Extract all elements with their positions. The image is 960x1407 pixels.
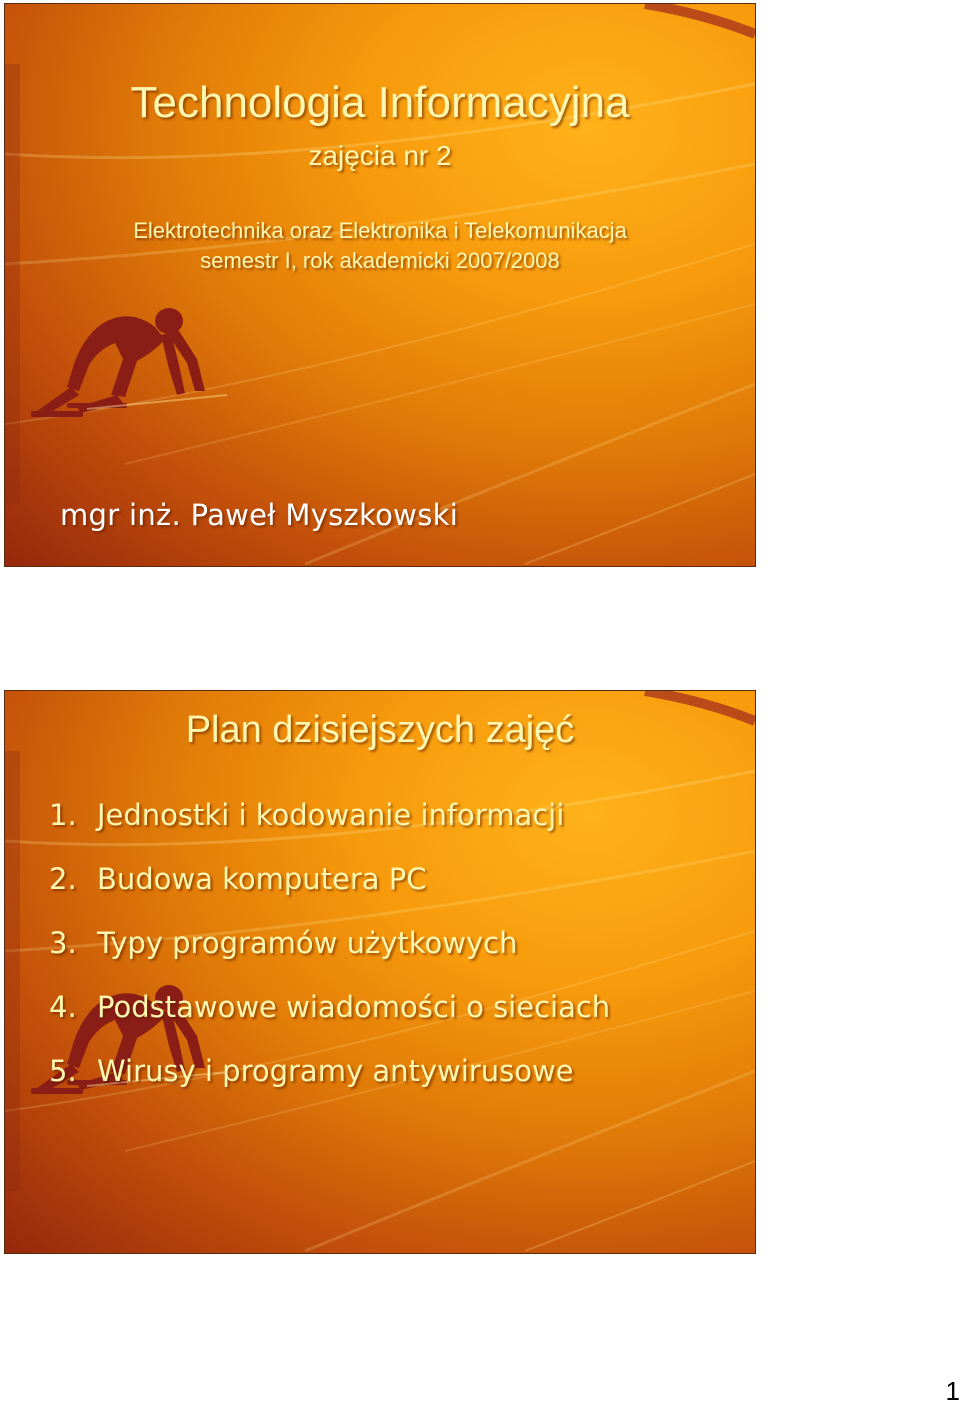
agenda-title: Plan dzisiejszych zajęć [185,709,575,751]
item-text: Typy programów użytkowych [97,926,518,960]
item-text: Podstawowe wiadomości o sieciach [97,990,611,1024]
item-number: 2. [49,862,77,896]
title-slide [4,3,756,567]
agenda-list [49,791,610,1111]
item-number: 4. [49,990,77,1024]
item-text: Wirusy i programy antywirusowe [97,1054,574,1088]
list-item [49,983,610,1047]
agenda-slide [4,690,756,1254]
item-text: Budowa komputera PC [97,862,427,896]
list-item [49,919,610,983]
page-number: 1 [945,1376,960,1406]
program-line: Elektrotechnika oraz Elektronika i Telekomunikacja [133,218,627,243]
program-info [5,216,755,276]
sprinter-icon [27,299,227,429]
author-name: mgr inż. Paweł Myszkowski [60,498,459,532]
presentation-title: Technologia Informacyjna [130,78,630,127]
semester-line: semestr I, rok akademicki 2007/2008 [200,248,560,273]
presentation-subtitle: zajęcia nr 2 [308,140,452,171]
item-number: 5. [49,1054,77,1088]
item-number: 3. [49,926,77,960]
list-item [49,791,610,855]
list-item [49,855,610,919]
list-item [49,1047,610,1111]
item-number: 1. [49,798,77,832]
item-text: Jednostki i kodowanie informacji [97,798,565,832]
